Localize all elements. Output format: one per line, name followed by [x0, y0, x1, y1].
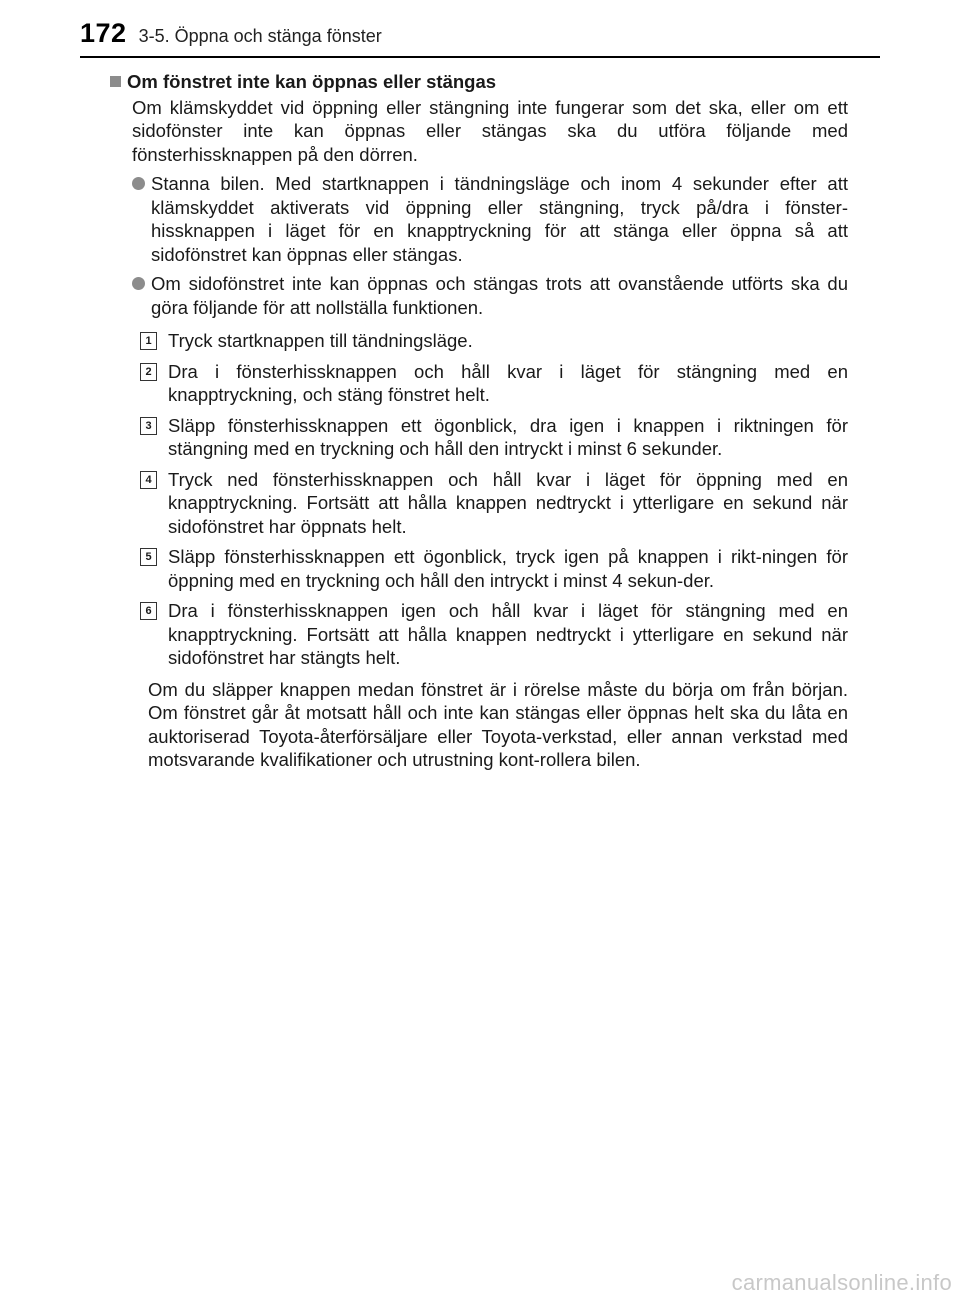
- step-item: [140, 414, 848, 461]
- step-text: Släpp fönsterhissknappen ett ögonblick, dra igen i knappen i riktningen för stängning med en tryckning och håll den intryckt i minst 6 sekunder.: [168, 414, 848, 459]
- step-text: Dra i fönsterhissknappen och håll kvar i läget för stängning med en knapptryckning, och stäng fönstret helt.: [168, 360, 848, 405]
- step-text: Tryck ned fönsterhissknappen och håll kvar i läget för öppning med en knapptryckning. Fortsätt att hålla knappen nedtryckt i ytterligare en sekund när sidofönstret har öppnats helt.: [168, 468, 848, 537]
- step-item: [140, 329, 848, 353]
- bullet-text: Om sidofönstret inte kan öppnas och stängas trots att ovanstående utförts ska du göra följande för att nollställa funktionen.: [151, 273, 848, 318]
- step-item: [140, 468, 848, 539]
- closing-paragraph: Om du släpper knappen medan fönstret är i rörelse måste du börja om från början. Om fönstret går åt motsatt håll och inte kan stängas eller öppnas helt ska du låta en auktoriserad Toyota-återförsäljare eller Toyota-verkstad, eller annan verkstad med motsvarande kvalifikationer och utrustning kont-rollera bilen.: [148, 678, 848, 770]
- step-number-box: 6: [140, 602, 157, 620]
- step-text: Dra i fönsterhissknappen igen och håll kvar i läget för stängning med en knapptryckning. Fortsätt att hålla knappen nedtryckt i ytterligare en sekund när sidofönstret har stängts helt.: [168, 600, 848, 668]
- step-item: [140, 599, 848, 670]
- step-item: [140, 360, 848, 407]
- step-text: Släpp fönsterhissknappen ett ögonblick, tryck igen på knappen i rikt-ningen för öppning med en tryckning och håll den intryckt i minst 4 sekun-der.: [168, 546, 848, 591]
- circle-bullet-icon: [132, 277, 145, 290]
- bullet-item: [132, 272, 848, 319]
- step-number-box: 2: [140, 363, 157, 381]
- page-header: [80, 18, 382, 54]
- section-heading-text: Om fönstret inte kan öppnas eller stängas: [127, 71, 497, 92]
- square-bullet-icon: [110, 76, 121, 87]
- bullet-item: [132, 172, 848, 266]
- step-item: [140, 545, 848, 592]
- step-text: Tryck startknappen till tändningsläge.: [168, 330, 473, 351]
- section-heading: [110, 70, 848, 94]
- step-number-box: 5: [140, 548, 157, 566]
- step-number-box: 1: [140, 332, 157, 350]
- step-list: [140, 329, 848, 670]
- page-number: 172: [80, 18, 127, 48]
- header-divider: [80, 56, 880, 58]
- watermark-text: carmanualsonline.info: [731, 1270, 952, 1295]
- circle-bullet-icon: [132, 177, 145, 190]
- main-content: [112, 70, 848, 772]
- intro-paragraph: Om klämskyddet vid öppning eller stängning inte fungerar som det ska, eller om ett sidofönster inte kan öppnas eller stängas ska du utföra följande med fönsterhissknappen på den dörren.: [132, 96, 848, 165]
- step-number-box: 4: [140, 471, 157, 489]
- section-title: 3-5. Öppna och stänga fönster: [138, 26, 382, 46]
- bullet-text: Stanna bilen. Med startknappen i tändningsläge och inom 4 sekunder efter att klämskyddet aktiverats vid öppning eller stängning, tryck på/dra i fönster-hissknappen i läget för en knapptryckning för att stänga eller öppna så att sidofönstret kan öppnas eller stängas.: [151, 173, 848, 265]
- step-number-box: 3: [140, 417, 157, 435]
